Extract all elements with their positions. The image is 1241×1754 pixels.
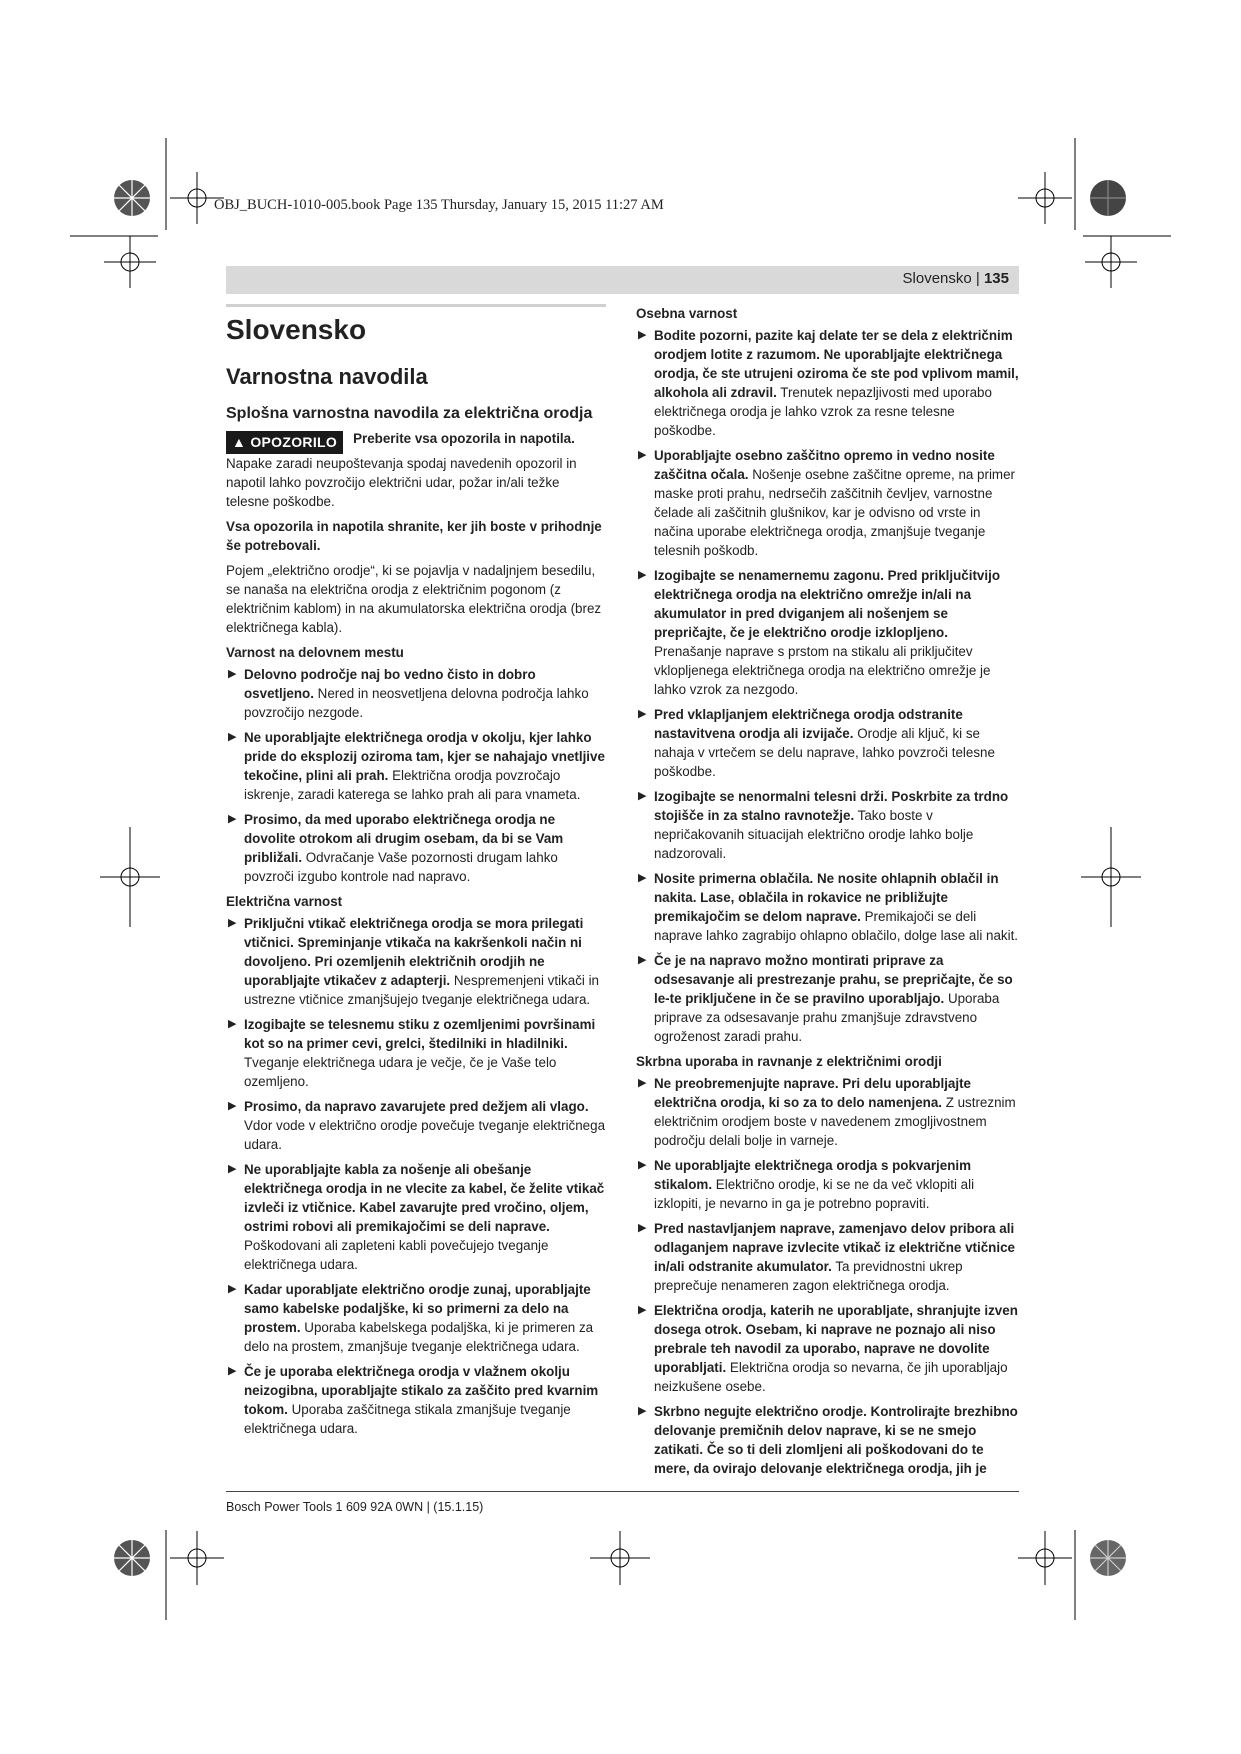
list-item — [226, 1362, 606, 1438]
registration-crosshair-icon — [590, 1531, 650, 1585]
subtitle: Varnostna navodila — [226, 364, 428, 389]
item-bold: Izogibajte se nenormalni telesni drži. Poskrbite za trdno stojišče in za stalno ravnotežje. — [654, 789, 1009, 823]
item-text: Z ustreznim električnim orodjem boste v navedenem zmogljivostnem področju delali bolje in varneje. — [654, 1095, 1016, 1148]
bullet-arrow-icon: ▶ — [228, 1163, 237, 1175]
bullet-arrow-icon: ▶ — [228, 731, 237, 743]
item-text: Poškodovani ali zapleteni kabli povečujejo tveganje električnega udara. — [244, 1238, 549, 1272]
item-bold: Bodite pozorni, pazite kaj delate ter se dela z električnim orodjem lotite z razumom. Ne uporabljajte električnega orodja, če ste utrujeni oziroma če ste pod vplivom mamil, alkohola ali zdravil. — [654, 328, 1019, 400]
item-bold: Ne uporabljajte električnega orodja v okolju, kjer lahko pride do eksplozij oziroma tam, kjer se nahajajo vnetljive tekočine, plini ali prah. — [244, 730, 605, 783]
list-item — [226, 728, 606, 804]
list-item — [636, 869, 1019, 945]
title-rule — [226, 304, 606, 307]
color-target-icon — [1090, 1540, 1126, 1576]
item-text: Vdor vode v električno orodje povečuje tveganje električnega udara. — [244, 1118, 606, 1152]
bullet-arrow-icon: ▶ — [638, 790, 647, 802]
bullet-arrow-icon: ▶ — [638, 1222, 647, 1234]
item-bold: Če je uporaba električnega orodja v vlažnem okolju neizogibna, uporabljajte stikalo za zaščito pred kvarnim tokom. — [244, 1364, 599, 1417]
list-item — [226, 810, 606, 886]
list-item — [226, 1097, 606, 1154]
item-bold: Če je na napravo možno montirati priprave za odsesavanje ali prestrezanje prahu, se prepričajte, če so le-te priključene in če se pravilno uporabljajo. — [654, 953, 1013, 1006]
bullet-arrow-icon: ▶ — [228, 1100, 237, 1112]
item-text: Uporaba zaščitnega stikala zmanjšuje tveganje električnega udara. — [244, 1402, 571, 1436]
page-title: Slovensko — [226, 314, 367, 345]
registration-crosshair-icon — [1085, 236, 1137, 288]
bullet-arrow-icon: ▶ — [638, 1159, 647, 1171]
registration-crosshair-icon — [1081, 827, 1141, 927]
header-bar — [226, 266, 1019, 294]
bullet-arrow-icon: ▶ — [638, 1304, 647, 1316]
item-bold: Ne preobremenjujte naprave. Pri delu uporabljajte električna orodja, ki so za to delo namenjena. — [654, 1076, 971, 1110]
item-text: Nespremenjeni vtikači in ustrezne vtičnice zmanjšujejo tveganje električnega udara. — [244, 973, 600, 1007]
item-text: Prenašanje naprave s prstom na stikalu ali priključitev vklopljenega električnega orodja na električno omrežje je lahko vzrok za nezgodo. — [654, 644, 991, 697]
bullet-arrow-icon: ▶ — [638, 569, 647, 581]
registration-crosshair-icon — [100, 827, 160, 927]
item-text: Električna orodja povzročajo iskrenje, zaradi katerega se lahko prah ali para vnameta. — [244, 768, 581, 802]
list-item — [636, 787, 1019, 863]
header-section: Slovensko — [902, 270, 972, 287]
personal-heading: Osebna varnost — [636, 306, 738, 321]
bullet-arrow-icon: ▶ — [228, 813, 237, 825]
list-item — [226, 665, 606, 722]
electrical-heading: Električna varnost — [226, 894, 343, 909]
item-bold: Uporabljajte osebno zaščitno opremo in vedno nosite zaščitna očala. — [654, 448, 995, 482]
item-bold: Prosimo, da med uporabo električnega orodja ne dovolite otrokom ali drugim osebam, da bi se Vam približali. — [244, 812, 564, 865]
bullet-arrow-icon: ▶ — [228, 1018, 237, 1030]
bullet-arrow-icon: ▶ — [638, 708, 647, 720]
color-target-icon — [114, 180, 150, 216]
bullet-arrow-icon: ▶ — [228, 917, 237, 929]
warning-triangle-icon: ▲ — [232, 434, 251, 450]
item-bold: Prosimo, da napravo zavarujete pred dežjem ali vlago. — [244, 1099, 589, 1114]
care-heading: Skrbna uporaba in ravnanje z električnimi orodji — [636, 1054, 942, 1069]
list-item — [636, 705, 1019, 781]
item-bold: Ne uporabljajte kabla za nošenje ali obešanje električnega orodja in ne vlecite za kabel, če želite vtikač izvleči iz vtičnice. Kabel zavarujte pred vročino, oljem, ostrimi robovi ali premikajočimi se deli naprave. — [244, 1162, 605, 1234]
bullet-arrow-icon: ▶ — [638, 1405, 647, 1417]
footer-rule — [226, 1491, 1019, 1492]
definition: Pojem „električno orodje“, ki se pojavlja v nadaljnjem besedilu, se nanaša na električna orodja z električnim pogonom (z električnim kablom) in na akumulatorska električna orodja (brez električnega kabla). — [226, 563, 602, 635]
bullet-arrow-icon: ▶ — [638, 329, 647, 341]
item-bold: Delovno področje naj bo vedno čisto in dobro osvetljeno. — [244, 667, 536, 701]
bullet-arrow-icon: ▶ — [638, 872, 647, 884]
item-bold: Ne uporabljajte električnega orodja s pokvarjenim stikalom. — [654, 1158, 972, 1192]
item-bold: Izogibajte se nenamernemu zagonu. Pred priključitvijo električnega orodja na električno omrežje in/ali na akumulator in pred dviganjem ali nošenjem se prepričajte, če je električno orodje izklopljeno. — [654, 568, 1000, 640]
item-text: Nered in neosvetljena delovna področja lahko povzročijo nezgode. — [244, 686, 589, 720]
warning-label: OPOZORILO — [250, 434, 338, 450]
item-bold: Skrbno negujte električno orodje. Kontrolirajte brezhibno delovanje premičnih delov naprave, ki se ne smejo zatikati. Če so ti deli zlomljeni ali poškodovani do te mere, da ovirajo delovanje električnega orodja, jih je — [654, 1404, 1018, 1476]
item-bold: Pred nastavljanjem naprave, zamenjavo delov pribora ali odlaganjem naprave izvlecite vtikač iz električne vtičnice in/ali odstranite akumulator. — [654, 1221, 1015, 1274]
header-separator: | — [971, 270, 984, 287]
list-item — [636, 326, 1019, 440]
keep-notice: Vsa opozorila in napotila shranite, ker jih boste v prihodnje še potrebovali. — [226, 519, 602, 553]
bullet-arrow-icon: ▶ — [228, 1283, 237, 1295]
item-text: Orodje ali ključ, ki se nahaja v vrtečem se delu naprave, lahko povzroči telesne poškodbe. — [654, 726, 995, 779]
print-metadata: OBJ_BUCH-1010-005.book Page 135 Thursday, January 15, 2015 11:27 AM — [214, 197, 664, 213]
registration-crosshair-icon — [1018, 1531, 1072, 1585]
item-text: Uporaba kabelskega podaljška, ki je primeren za delo na prostem, zmanjšuje tveganje električnega udara. — [244, 1320, 594, 1354]
list-item — [636, 1301, 1019, 1396]
list-item — [636, 1074, 1019, 1150]
list-item — [636, 1156, 1019, 1213]
list-item — [226, 1015, 606, 1091]
item-bold: Izogibajte se telesnemu stiku z ozemljenimi površinami kot so na primer cevi, grelci, štedilniki in hladilniki. — [244, 1017, 596, 1051]
bullet-arrow-icon: ▶ — [638, 1077, 647, 1089]
item-text: Tako boste v nepričakovanih situacijah električno orodje lahko bolje nadzorovali. — [654, 808, 974, 861]
warning-bold: Preberite vsa opozorila in napotila. — [353, 431, 575, 446]
item-text: Električna orodja so nevarna, če jih uporabljajo neizkušene osebe. — [654, 1360, 1008, 1394]
item-text: Ta previdnostni ukrep preprečuje nenameren zagon električnega orodja. — [654, 1259, 963, 1293]
color-target-icon — [114, 1540, 150, 1576]
color-target-icon — [1090, 180, 1126, 216]
bullet-arrow-icon: ▶ — [638, 449, 647, 461]
list-item — [636, 1219, 1019, 1295]
registration-crosshair-icon — [104, 236, 156, 288]
page-footer: Bosch Power Tools 1 609 92A 0WN | (15.1.15) — [226, 1500, 484, 1514]
item-text: Uporaba priprave za odsesavanje prahu zmanjšuje zdravstveno ogroženost zaradi prahu. — [654, 991, 1000, 1044]
item-text: Odvračanje Vaše pozornosti drugam lahko povzroči izgubo kontrole nad napravo. — [244, 850, 558, 884]
item-bold: Kadar uporabljate električno orodje zunaj, uporabljajte samo kabelske podaljške, ki so primerni za delo na prostem. — [244, 1282, 591, 1335]
page-number: 135 — [983, 270, 1009, 287]
list-item — [226, 1160, 606, 1274]
item-bold: Nosite primerna oblačila. Ne nosite ohlapnih oblačil in nakita. Lase, oblačila in rokavice ne približujte premikajočim se delom naprave. — [654, 871, 999, 924]
workplace-heading: Varnost na delovnem mestu — [226, 645, 404, 660]
bullet-arrow-icon: ▶ — [638, 954, 647, 966]
bullet-arrow-icon: ▶ — [228, 1365, 237, 1377]
warning-block — [226, 429, 606, 454]
list-item — [636, 951, 1019, 1046]
item-text: Električno orodje, ki se ne da več vklopiti ali izklopiti, je nevarno in ga je potrebno popraviti. — [654, 1177, 975, 1211]
list-item — [226, 1280, 606, 1356]
item-bold: Priključni vtikač električnega orodja se mora prilegati vtičnici. Spreminjanje vtikača na kakršenkoli način ni dovoljeno. Pri ozemljenih električnih orodjih ne uporabljajte vtikačev z adapterji. — [244, 916, 584, 988]
item-text: Premikajoči se deli naprave lahko zagrabijo ohlapno oblačilo, dolge lase ali nakit. — [654, 909, 1019, 943]
registration-crosshair-icon — [1018, 172, 1072, 224]
list-item — [636, 1402, 1019, 1478]
warning-badge — [226, 431, 343, 454]
section-heading: Splošna varnostna navodila za električna orodja — [226, 405, 593, 422]
list-item — [226, 914, 606, 1009]
warning-text: Napake zaradi neupoštevanja spodaj navedenih opozoril in napotil lahko povzročijo električni udar, požar in/ali težke telesne poškodbe. — [226, 456, 577, 509]
right-column — [636, 304, 1019, 1484]
item-bold: Pred vklapljanjem električnega orodja odstranite nastavitvena orodja ali izvijače. — [654, 707, 963, 741]
item-bold: Električna orodja, katerih ne uporabljate, shranjujte izven dosega otrok. Osebam, ki naprave ne poznajo ali niso prebrale teh navodil za uporabo, naprave ne dovolite uporabljati. — [654, 1303, 1018, 1375]
item-text: Nošenje osebne zaščitne opreme, na primer maske proti prahu, nedrsečih zaščitnih čevljev, varnostne čelade ali zaščitnih glušnikov, kar je odvisno od vrste in načina uporabe električnega orodja, zmanjšuje tveganje telesnih poškodb. — [654, 467, 1015, 558]
item-text: Trenutek nepazljivosti med uporabo električnega orodja je lahko vzrok za resne telesne poškodbe. — [654, 385, 992, 438]
registration-crosshair-icon — [170, 1531, 224, 1585]
list-item — [636, 566, 1019, 699]
list-item — [636, 446, 1019, 560]
item-text: Tveganje električnega udara je večje, če je Vaše telo ozemljeno. — [244, 1055, 557, 1089]
running-header — [903, 270, 1009, 287]
bullet-arrow-icon: ▶ — [228, 668, 237, 680]
left-column — [226, 304, 606, 1444]
